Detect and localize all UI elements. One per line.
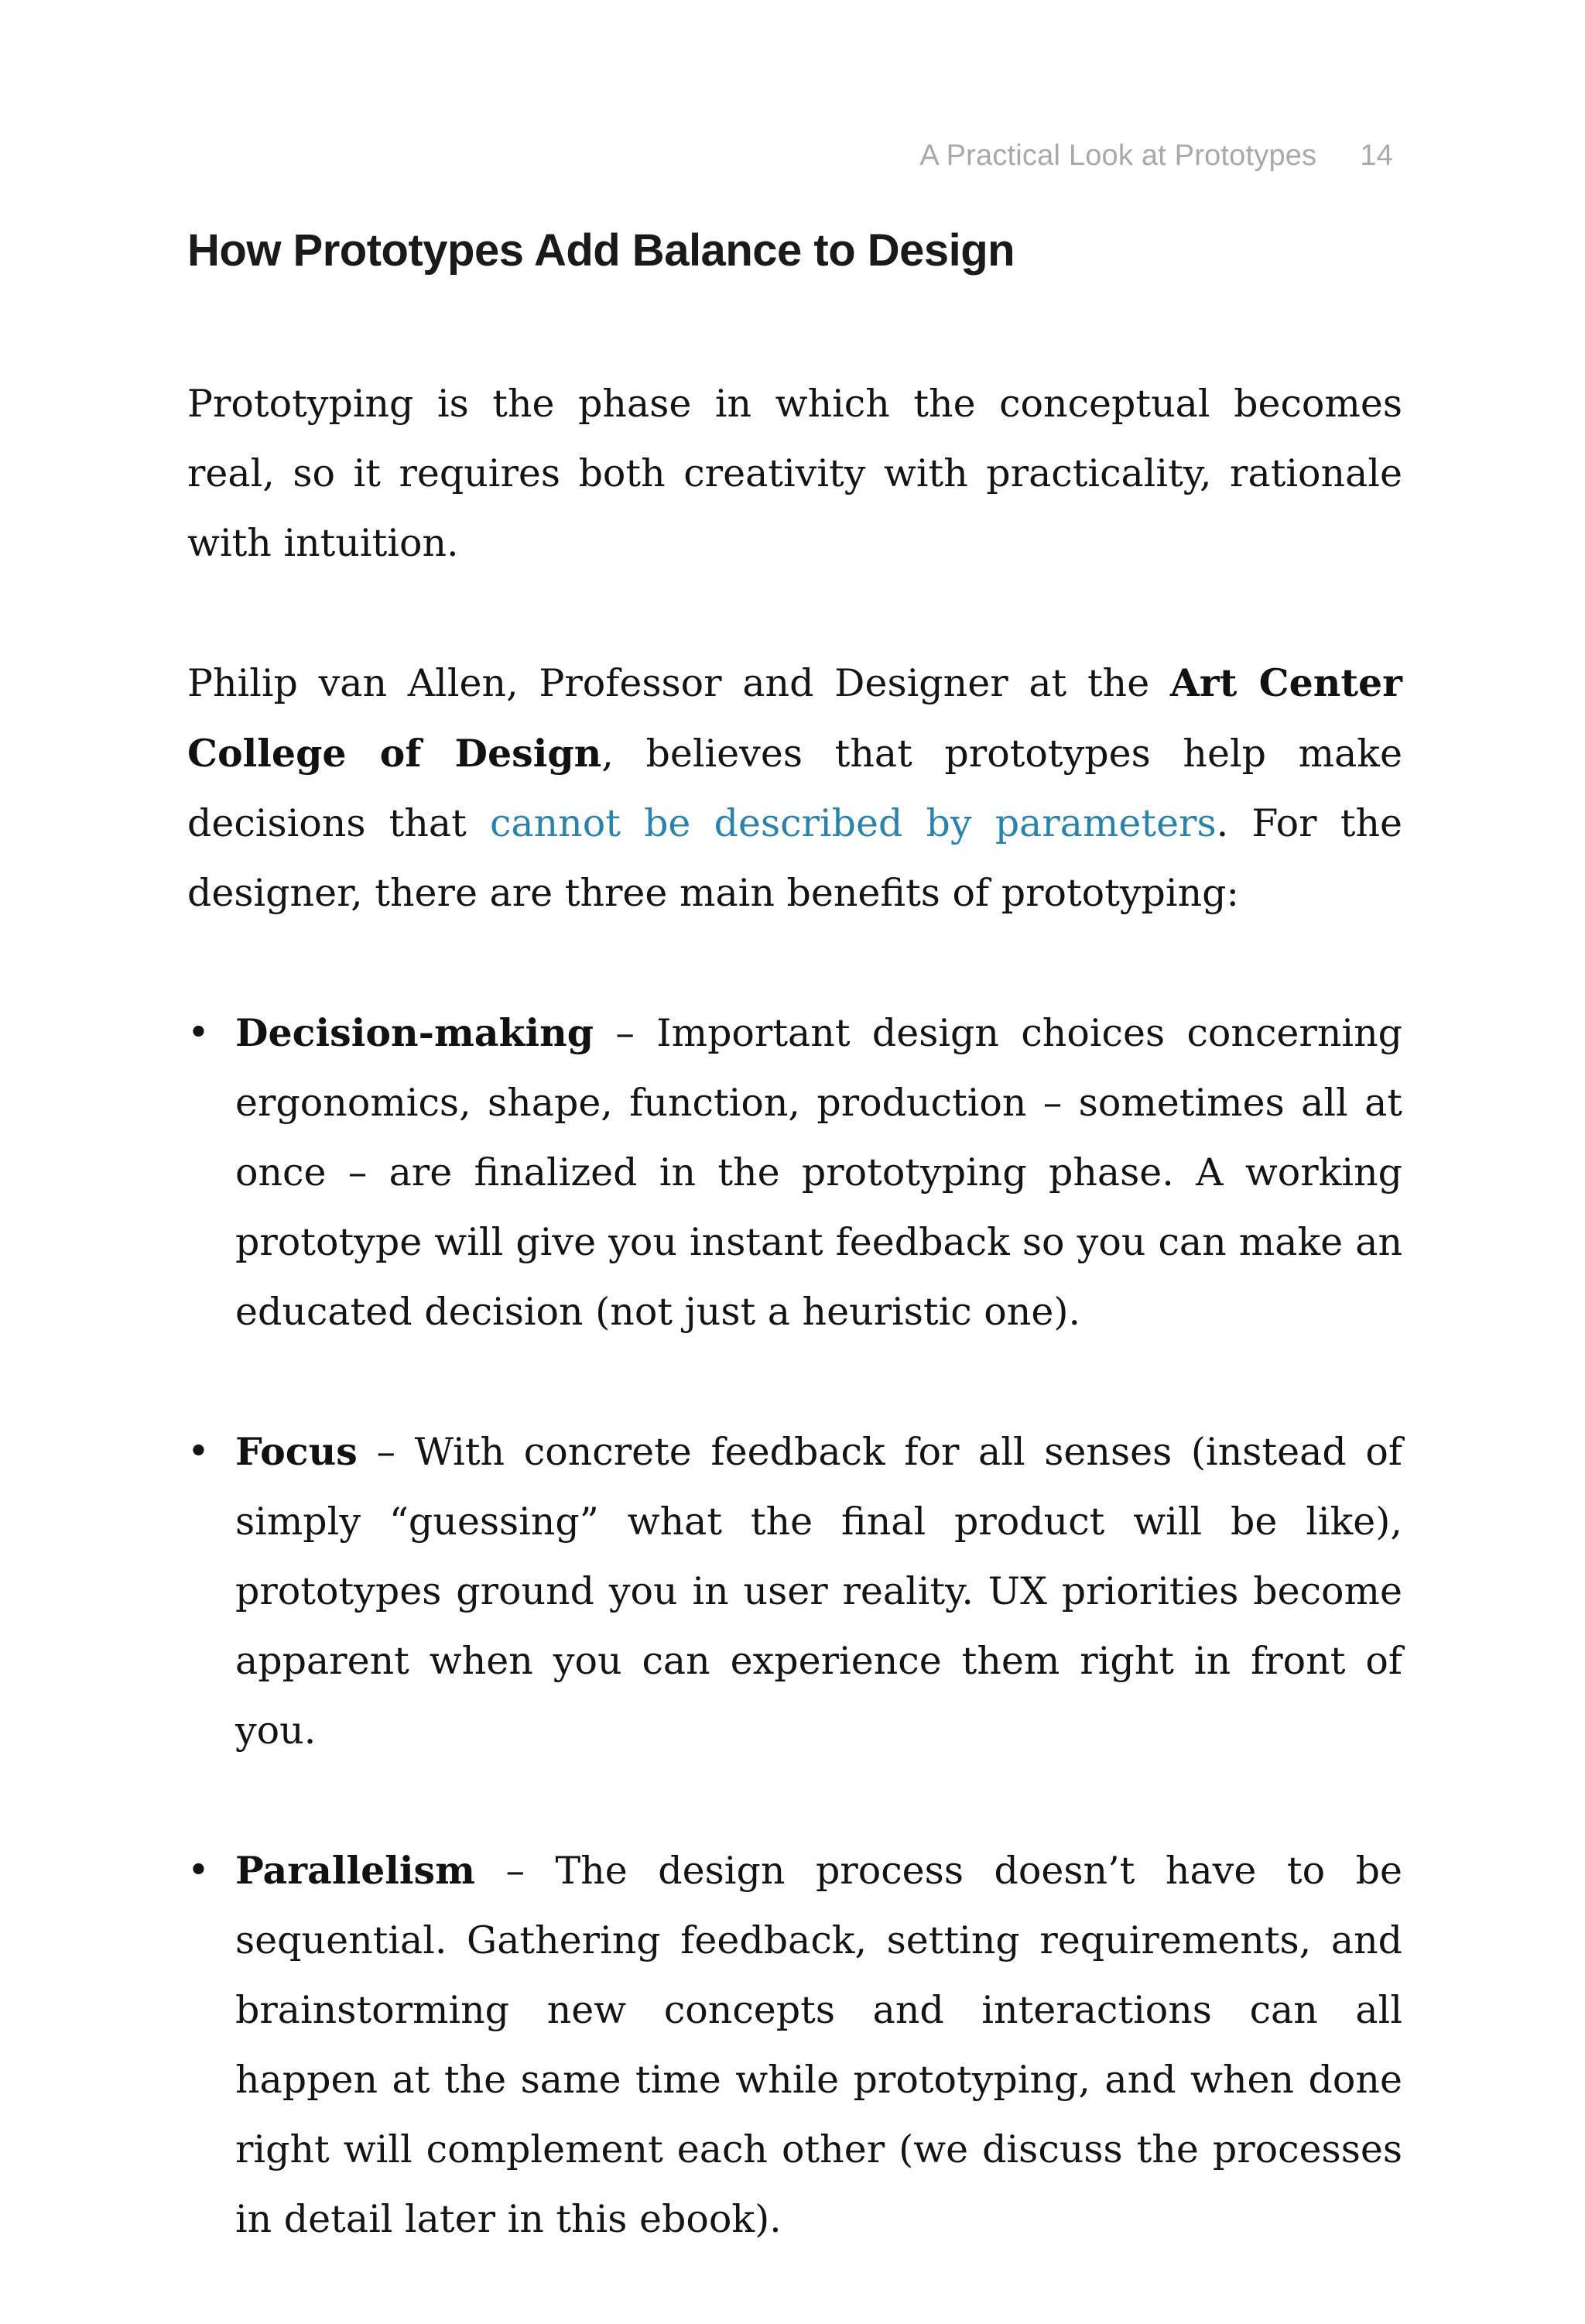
benefit-description: – Important design choices concerning ergonomics, shape, function, production – sometimes all at once – are finalized in the prototyping phase. A working prototype will give you instant feedback so you can make an educated decision (not just a heuristic one). bbox=[235, 1011, 1402, 1334]
bullet-icon: • bbox=[187, 1848, 210, 1892]
benefit-term: Focus bbox=[235, 1429, 358, 1474]
page-body bbox=[187, 225, 1402, 2324]
running-header-title: A Practical Look at Prototypes bbox=[919, 139, 1317, 172]
paragraph-text: . For the designer, there are three main benefits of prototyping: bbox=[187, 801, 1402, 915]
list-item bbox=[187, 998, 1402, 1347]
parameters-link[interactable]: cannot be described by parameters bbox=[489, 801, 1217, 845]
list-item bbox=[187, 1417, 1402, 1766]
running-header bbox=[919, 139, 1393, 173]
benefit-term: Parallelism bbox=[235, 1848, 475, 1893]
bullet-icon: • bbox=[187, 1010, 210, 1054]
benefit-term: Decision-making bbox=[235, 1010, 594, 1055]
section-title: How Prototypes Add Balance to Design bbox=[187, 225, 1015, 276]
van-allen-paragraph bbox=[187, 648, 1402, 928]
benefit-description: – With concrete feedback for all senses (instead of simply “guessing” what the final product will be like), prototypes ground you in user reality. UX priorities become apparent when you can experience them right in front of you. bbox=[235, 1430, 1402, 1753]
page-number: 14 bbox=[1360, 139, 1393, 172]
paragraph-text: , believes that prototypes help make decisions that bbox=[187, 732, 1402, 845]
benefits-list bbox=[187, 998, 1402, 2254]
list-item bbox=[187, 1836, 1402, 2254]
paragraph-text: Philip van Allen, Professor and Designer at the bbox=[187, 661, 1170, 705]
benefit-description: – The design process doesn’t have to be sequential. Gathering feedback, setting requirements, and brainstorming new concepts and interactions can all happen at the same time while prototyping, and when done right will complement each other (we discuss the processes in detail later in this ebook). bbox=[235, 1849, 1402, 2241]
art-center-college-name: Art Center College of Design bbox=[187, 660, 1402, 776]
bullet-icon: • bbox=[187, 1429, 210, 1473]
intro-paragraph: Prototyping is the phase in which the conceptual becomes real, so it requires both creativity with practicality, rationale with intuition. bbox=[187, 382, 1402, 565]
